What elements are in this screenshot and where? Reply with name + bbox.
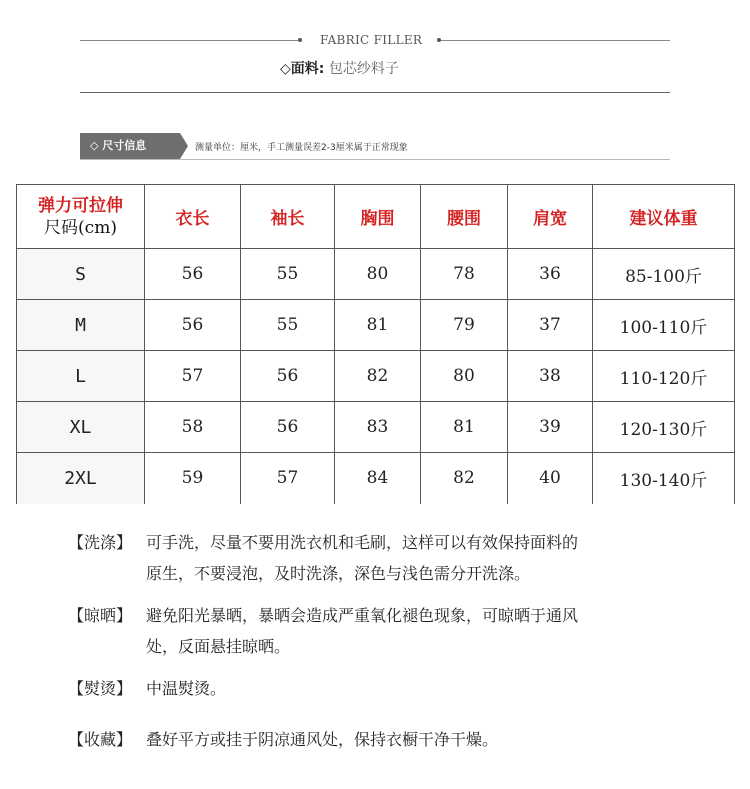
fabric-top-line-right bbox=[441, 40, 670, 41]
size-cell: XL bbox=[17, 402, 145, 453]
care-text-line: 中温熨烫。 bbox=[146, 679, 227, 698]
fabric-top-line-left bbox=[80, 40, 298, 41]
size-info-tab: ◇ 尺寸信息 bbox=[80, 133, 180, 159]
care-text-line: 避免阳光暴晒，暴晒会造成严重氧化褪色现象，可晾晒于通风 bbox=[146, 606, 579, 625]
value-cell: 100-110斤 bbox=[593, 300, 735, 351]
header-sleeve: 袖长 bbox=[241, 185, 335, 249]
care-text-line: 原生，不要浸泡，及时洗涤，深色与浅色需分开洗涤。 bbox=[146, 564, 531, 583]
size-cell: 2XL bbox=[17, 453, 145, 504]
value-cell: 82 bbox=[335, 351, 421, 402]
value-cell: 38 bbox=[508, 351, 593, 402]
table-row bbox=[17, 402, 735, 453]
size-cell: L bbox=[17, 351, 145, 402]
value-cell: 37 bbox=[508, 300, 593, 351]
header-chest: 胸围 bbox=[335, 185, 421, 249]
size-cell: M bbox=[17, 300, 145, 351]
value-cell: 81 bbox=[421, 402, 508, 453]
value-cell: 39 bbox=[508, 402, 593, 453]
size-info-header bbox=[80, 133, 670, 159]
size-info-header-line bbox=[80, 159, 670, 160]
value-cell: 130-140斤 bbox=[593, 453, 735, 504]
value-cell: 84 bbox=[335, 453, 421, 504]
value-cell: 59 bbox=[145, 453, 241, 504]
value-cell: 82 bbox=[421, 453, 508, 504]
care-text-line: 叠好平方或挂于阴凉通风处，保持衣橱干净干燥。 bbox=[146, 730, 499, 749]
value-cell: 80 bbox=[335, 249, 421, 300]
care-item-store bbox=[68, 724, 666, 755]
value-cell: 80 bbox=[421, 351, 508, 402]
care-item-wash bbox=[68, 527, 666, 589]
care-instructions bbox=[68, 527, 666, 766]
care-label-dry: 【晾晒】 bbox=[68, 606, 133, 625]
value-cell: 55 bbox=[241, 249, 335, 300]
care-text-line: 可手洗，尽量不要用洗衣机和毛刷，这样可以有效保持面料的 bbox=[146, 533, 579, 552]
fabric-label: ◇面料: bbox=[280, 61, 325, 77]
value-cell: 56 bbox=[241, 351, 335, 402]
value-cell: 40 bbox=[508, 453, 593, 504]
header-size-cell bbox=[17, 185, 145, 249]
value-cell: 57 bbox=[145, 351, 241, 402]
table-row bbox=[17, 453, 735, 504]
fabric-title: FABRIC FILLER bbox=[320, 33, 423, 47]
value-cell: 56 bbox=[145, 249, 241, 300]
value-cell: 57 bbox=[241, 453, 335, 504]
header-shoulder: 肩宽 bbox=[508, 185, 593, 249]
header-waist: 腰围 bbox=[421, 185, 508, 249]
header-size-unit-label: 尺码(cm) bbox=[44, 217, 117, 238]
care-label-iron: 【熨烫】 bbox=[68, 679, 133, 698]
size-table-header-row bbox=[17, 185, 735, 249]
table-row bbox=[17, 249, 735, 300]
value-cell: 56 bbox=[241, 402, 335, 453]
value-cell: 79 bbox=[421, 300, 508, 351]
header-stretch-label: 弹力可拉伸 bbox=[38, 195, 123, 216]
value-cell: 83 bbox=[335, 402, 421, 453]
care-item-iron bbox=[68, 673, 666, 704]
value-cell: 120-130斤 bbox=[593, 402, 735, 453]
care-label-store: 【收藏】 bbox=[68, 730, 133, 749]
value-cell: 56 bbox=[145, 300, 241, 351]
value-cell: 36 bbox=[508, 249, 593, 300]
size-table bbox=[16, 184, 735, 504]
value-cell: 58 bbox=[145, 402, 241, 453]
table-row bbox=[17, 300, 735, 351]
care-text-line: 处，反面悬挂晾晒。 bbox=[146, 637, 291, 656]
size-info-note: 测量单位：厘米，手工测量误差2-3厘米属于正常现象 bbox=[195, 143, 408, 153]
care-label-wash: 【洗涤】 bbox=[68, 533, 133, 552]
value-cell: 110-120斤 bbox=[593, 351, 735, 402]
size-info-tab-arrow bbox=[180, 133, 188, 159]
size-cell: S bbox=[17, 249, 145, 300]
value-cell: 55 bbox=[241, 300, 335, 351]
table-row bbox=[17, 351, 735, 402]
fabric-dot-left bbox=[298, 38, 302, 42]
header-weight: 建议体重 bbox=[593, 185, 735, 249]
fabric-bottom-line bbox=[80, 92, 670, 93]
fabric-value: 包芯纱料子 bbox=[328, 61, 399, 77]
value-cell: 78 bbox=[421, 249, 508, 300]
care-item-dry bbox=[68, 600, 666, 662]
value-cell: 81 bbox=[335, 300, 421, 351]
fabric-line bbox=[280, 58, 399, 78]
header-length: 衣长 bbox=[145, 185, 241, 249]
value-cell: 85-100斤 bbox=[593, 249, 735, 300]
